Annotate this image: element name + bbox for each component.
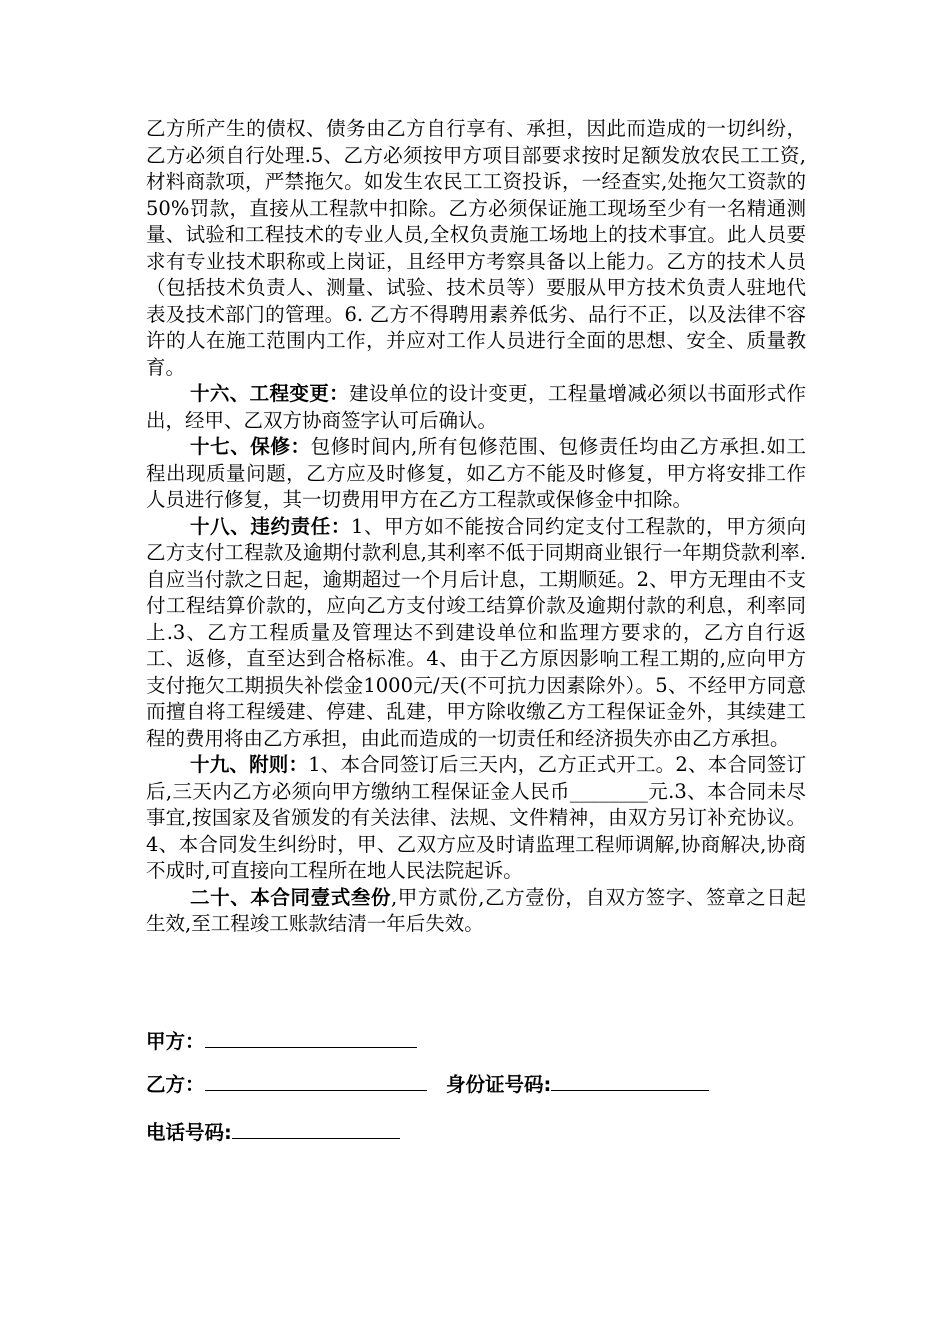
party-b-blank[interactable] [205,1070,427,1091]
section-19-heading: 十九、附则： [190,753,309,776]
section-19-text: 1、本合同签订后三天内，乙方正式开工。2、本合同签订后,三天内乙方必须向甲方缴纳工程保证金人民币________元.3、本合同未尽事宜,按国家及省颁发的有关法律、法规、文件精神，由双方另订补充协议。4、本合同发生纠纷时，甲、乙双方应及时请监理工程师调解,协商解决,协商不成时,可直接向工程所在地人民法院起诉。 [146,753,806,882]
party-b-label: 乙方： [146,1073,205,1096]
id-number-blank[interactable] [551,1070,709,1091]
section-16 [146,381,806,434]
id-number-label: 身份证号码: [446,1073,552,1096]
section-18-heading: 十八、违约责任： [190,514,351,538]
phone-number-line [146,1118,400,1146]
party-a-blank[interactable] [205,1027,417,1048]
section-20 [146,885,806,938]
paragraph-intro-text: 乙方所产生的债权、债务由乙方自行享有、承担，因此而造成的一切纠纷，乙方必须自行处理.5、乙方必须按甲方项目部要求按时足额发放农民工工资,材料商款项，严禁拖欠。如发生农民工工资投诉，一经查实,处拖欠工资款的50%罚款，直接从工程款中扣除。乙方必须保证施工现场至少有一名精通测量、试验和工程技术的专业人员,全权负责施工场地上的技术事宜。此人员要求有专业技术职称或上岗证，且经甲方考察具备以上能力。乙方的技术人员（包括技术负责人、测量、试验、技术员等）要服从甲方技术负责人驻地代表及技术部门的管理。6. 乙方不得聘用素养低劣、品行不正，以及法律不容许的人在施工范围内工作，并应对工作人员进行全面的思想、安全、质量教育。 [146,117,806,379]
section-20-text: ,甲方贰份,乙方壹份，自双方签字、签章之日起生效,至工程竣工账款结清一年后失效。 [146,885,806,935]
section-18 [146,514,806,753]
section-16-text: 建设单位的设计变更，工程量增减必须以书面形式作出，经甲、乙双方协商签字认可后确认。 [146,382,806,432]
section-17-heading: 十七、保修： [190,435,311,458]
section-16-heading: 十六、工程变更： [190,382,350,405]
section-18-text: 1、甲方如不能按合同约定支付工程款的，甲方须向乙方支付工程款及逾期付款利息,其利率不低于同期商业银行一年期贷款利率.自应当付款之日起，逾期超过一个月后计息，工期顺延。2、甲方无理由不支付工程结算价款的，应向乙方支付竣工结算价款及逾期付款的利息，利率同上.3、乙方工程质量及管理达不到建设单位和监理方要求的，乙方自行返工、返修，直至达到合格标准。4、由于乙方原因影响工程工期的,应向甲方支付拖欠工期损失补偿金1000元/天(不可抗力因素除外）。5、不经甲方同意而擅自将工程缓建、停建、乱建，甲方除收缴乙方工程保证金外，其续建工程的费用将由乙方承担，由此而造成的一切责任和经济损失亦由乙方承担。 [146,514,806,750]
party-a-signature-line [146,1027,417,1055]
section-17 [146,434,806,514]
phone-number-label: 电话号码: [146,1121,232,1144]
section-17-text: 包修时间内,所有包修范围、包修责任均由乙方承担.如工程出现质量问题，乙方应及时修复，如乙方不能及时修复，甲方将安排工作人员进行修复，其一切费用甲方在乙方工程款或保修金中扣除。 [146,435,806,511]
section-20-bold: 壹式叁份 [310,885,391,909]
section-19 [146,752,806,885]
phone-number-blank[interactable] [232,1118,400,1139]
paragraph-intro [146,116,806,381]
id-number-line [446,1070,709,1098]
party-b-signature-line [146,1070,427,1098]
section-20-prefix: 二十、本合同 [190,885,311,909]
contract-body [146,116,806,938]
party-a-label: 甲方： [146,1030,205,1053]
